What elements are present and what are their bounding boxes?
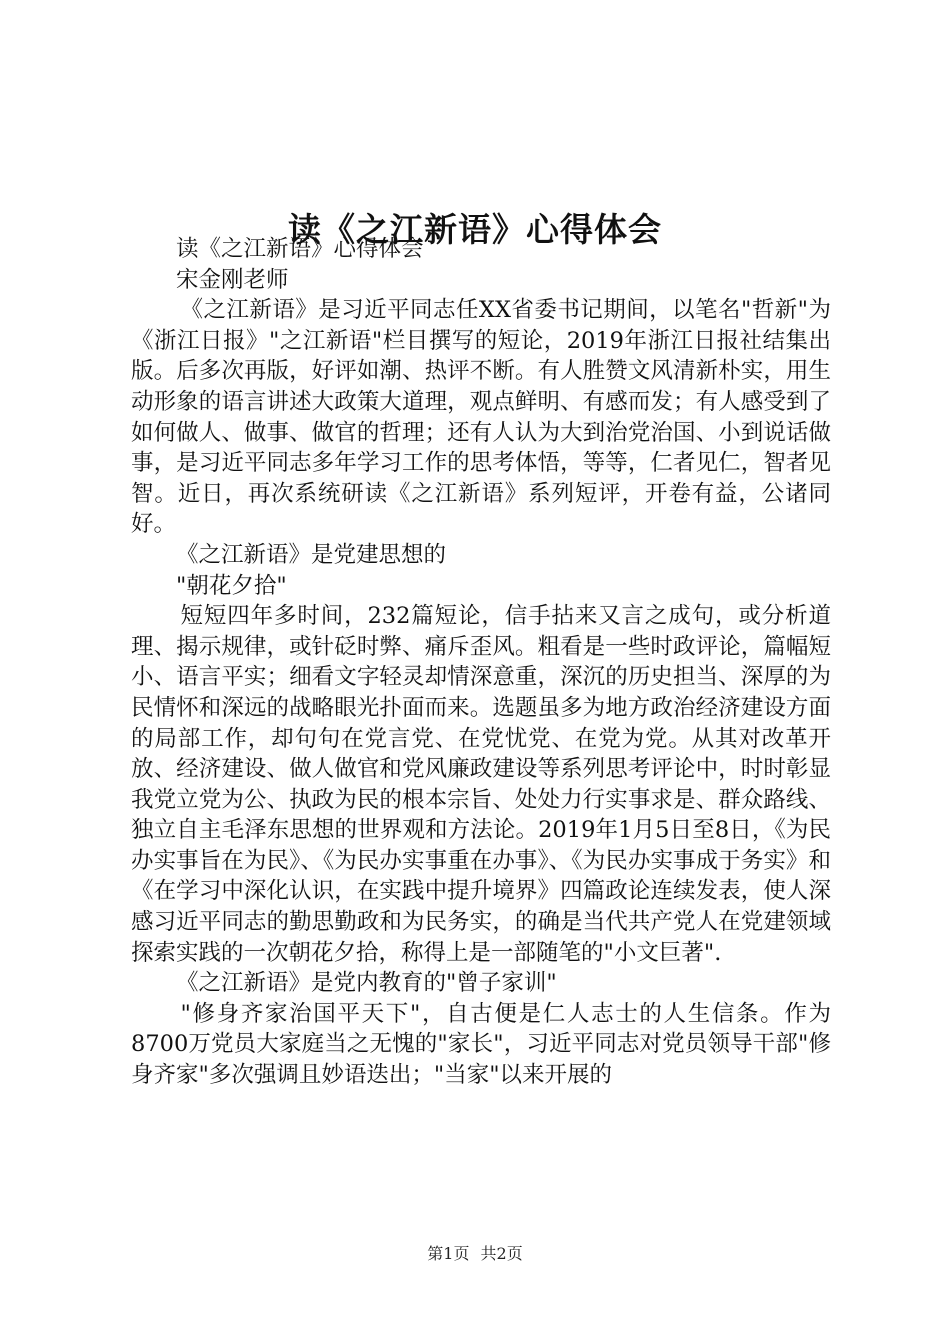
body-paragraph: 《之江新语》是习近平同志任XX省委书记期间，以笔名"哲新"为《浙江日报》"之江新语"栏目撰写的短论，2019年浙江日报社结集出版。后多次再版，好评如潮、热评不断。有人胜赞文风清新朴实，用生动形象的语言讲述大政策大道理，观点鲜明、有感而发；有人感受到了如何做人、做事、做官的哲理；还有人认为大到治党治国、小到说话做事，是习近平同志多年学习工作的思考体悟，等等，仁者见仁，智者见智。近日，再次系统研读《之江新语》系列短评，开卷有益，公诸同好。: [131, 297, 831, 538]
author-line: 宋金刚老师: [176, 266, 289, 293]
section-heading: 《之江新语》是党建思想的: [176, 541, 447, 568]
document-title: 读《之江新语》心得体会: [288, 210, 662, 250]
body-paragraph: "修身齐家治国平天下"，自古便是仁人志士的人生信条。作为8700万党员大家庭当之无愧的"家长"，习近平同志对党员领导干部"修身齐家"多次强调且妙语迭出；"当家"以来开展的: [131, 1000, 831, 1089]
section-heading: 《之江新语》是党内教育的"曾子家训": [176, 970, 557, 997]
page-total: 共2页: [480, 1244, 523, 1263]
document-body: [131, 234, 831, 1091]
subtitle-line: 读《之江新语》心得体会: [176, 236, 424, 262]
page-footer: [0, 1243, 950, 1265]
body-paragraph: 短短四年多时间，232篇短论，信手拈来又言之成句，或分析道理、揭示规律，或针砭时弊、痛斥歪风。粗看是一些时政评论，篇幅短小、语言平实；细看文字轻灵却情深意重，深沉的历史担当、深厚的为民情怀和深远的战略眼光扑面而来。选题虽多为地方政治经济建设方面的局部工作，却句句在党言党、在党忧党、在党为党。从其对改革开放、经济建设、做人做官和党风廉政建设等系列思考评论中，时时彰显我党立党为公、执政为民的根本宗旨、处处力行实事求是、群众路线、独立自主毛泽东思想的世界观和方法论。2019年1月5日至8日，《为民办实事旨在为民》、《为民办实事重在办事》、《为民办实事成于务实》和《在学习中深化认识，在实践中提升境界》四篇政论连续发表，使人深感习近平同志的勤思勤政和为民务实，的确是当代共产党人在党建领域探索实践的一次朝花夕拾，称得上是一部随笔的"小文巨著".: [131, 603, 831, 966]
section-heading: "朝花夕拾": [176, 572, 287, 599]
page-number: 第1页: [427, 1244, 470, 1263]
